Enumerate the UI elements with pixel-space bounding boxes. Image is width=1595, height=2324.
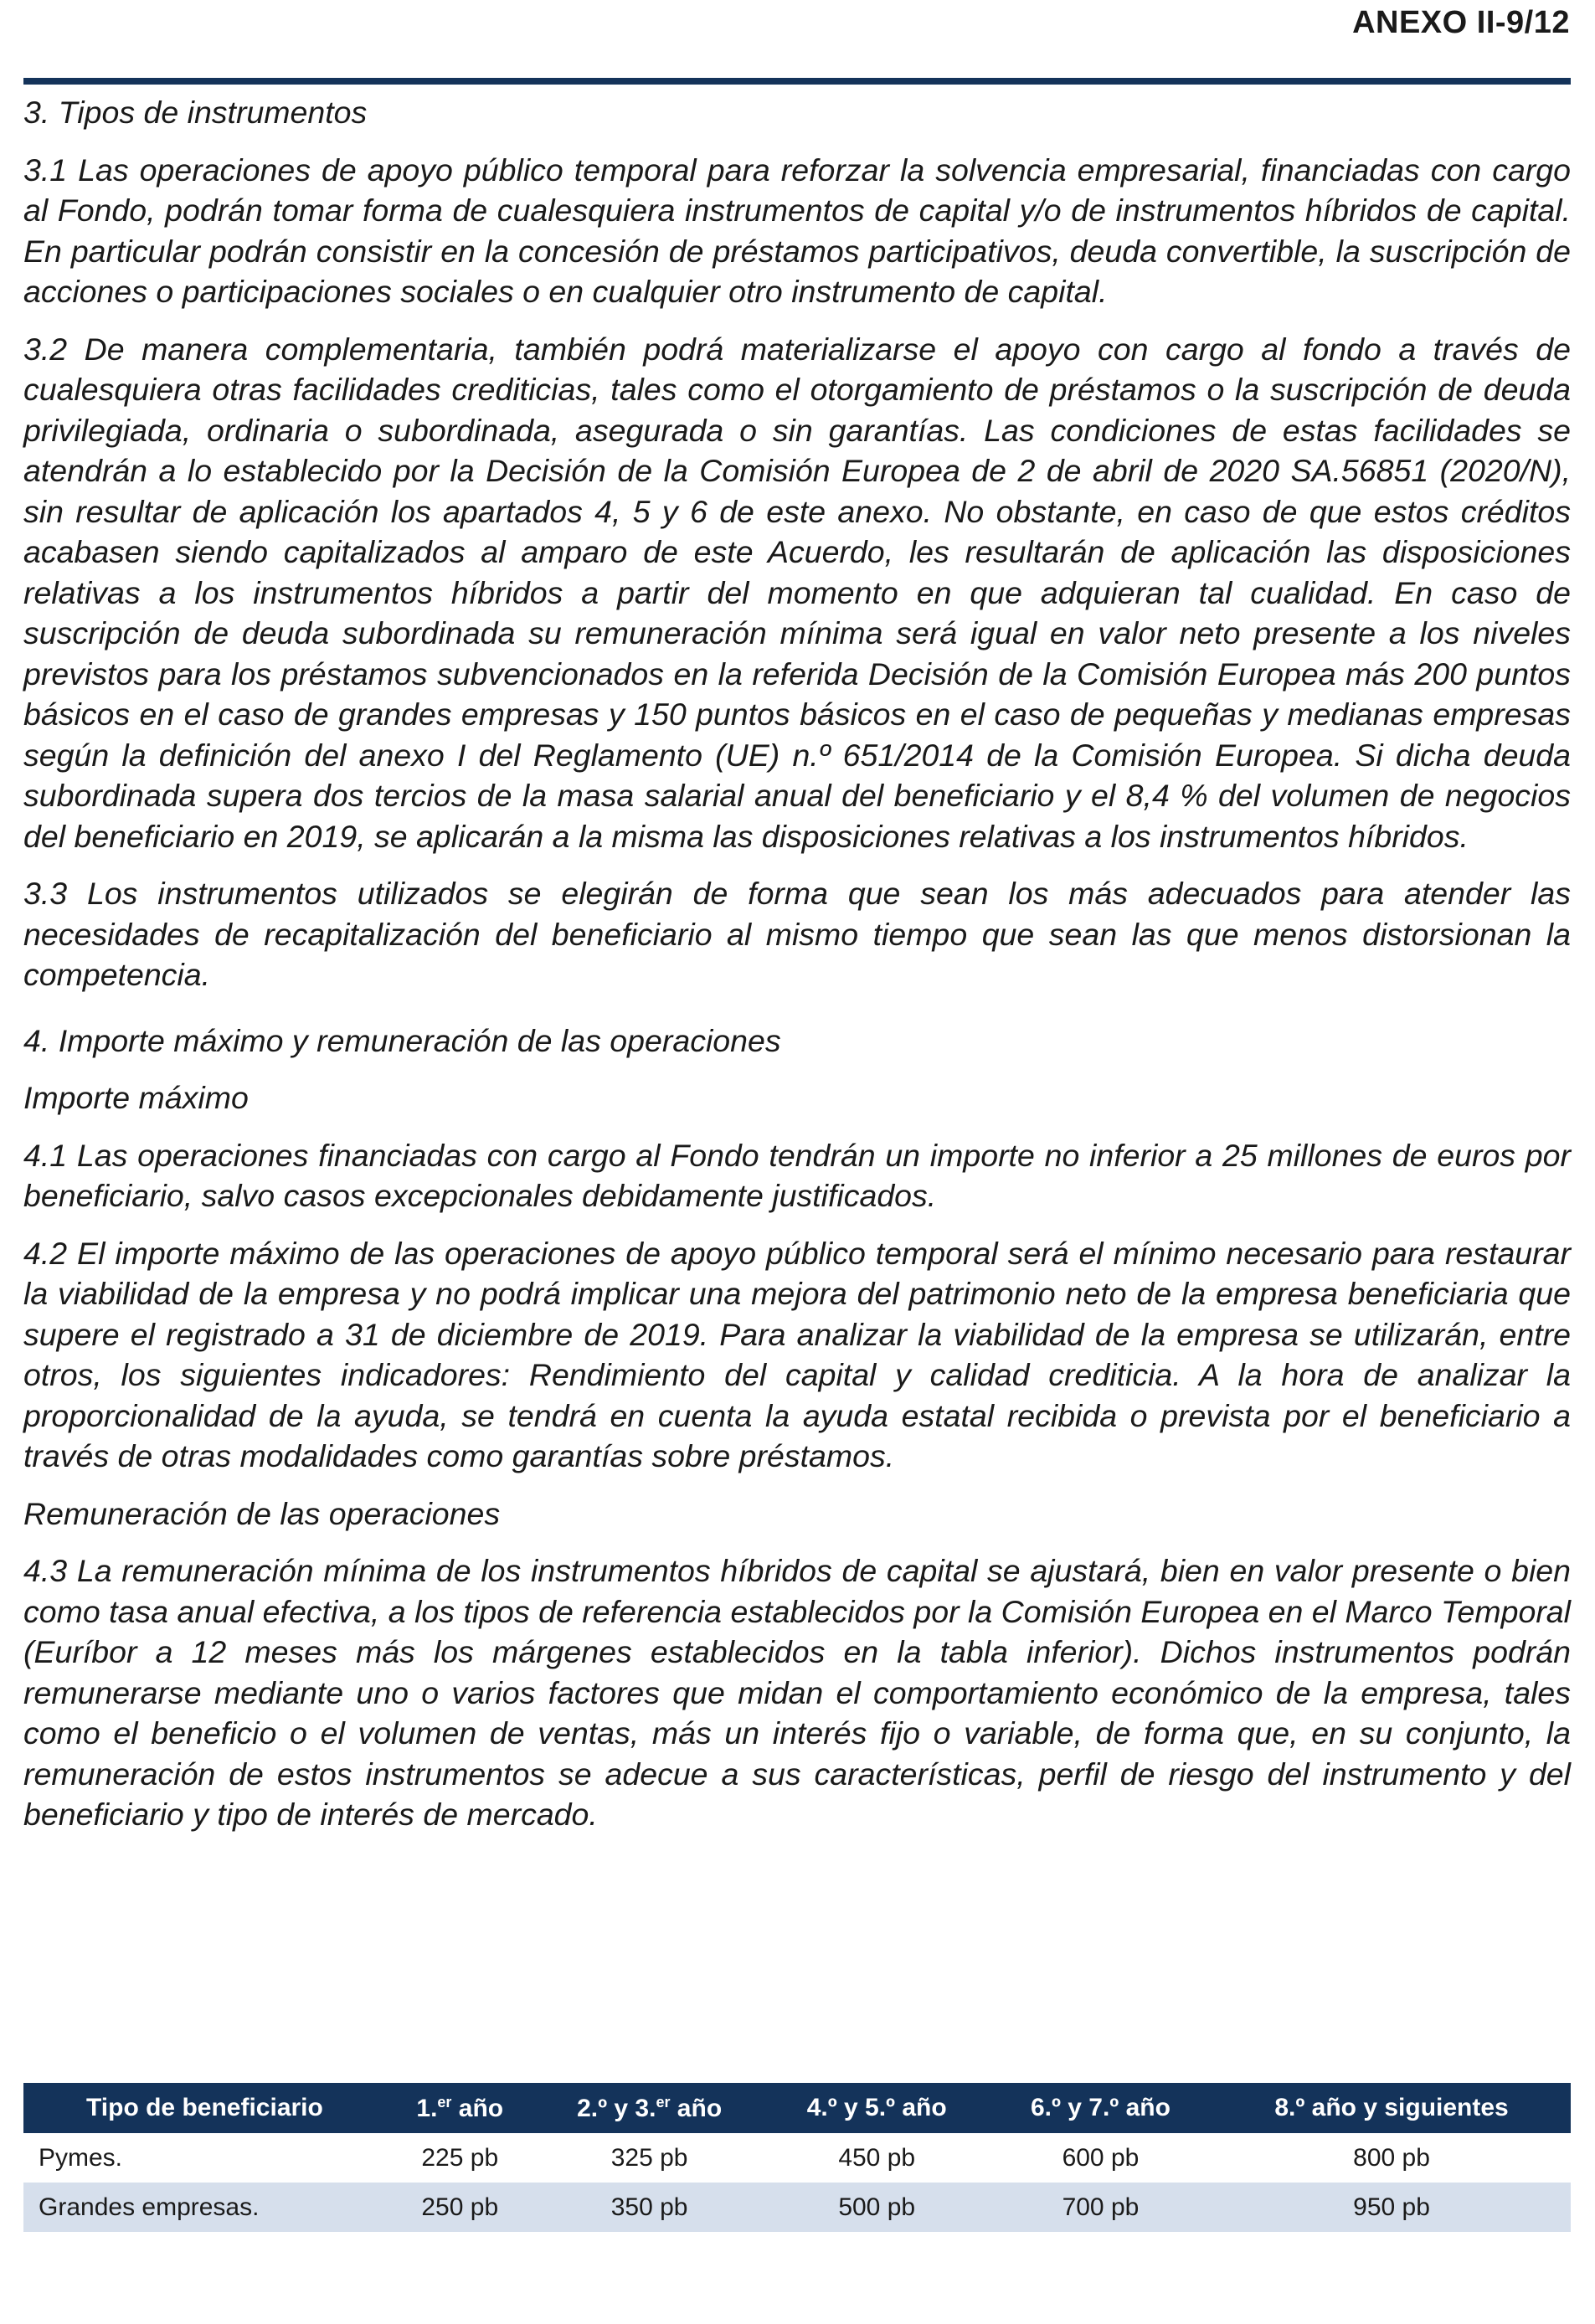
header-years-2-3-rest: año [670,2094,723,2122]
document-body [23,92,1571,1852]
cell-year-1: 225 pb [421,2143,499,2172]
rates-table [23,2083,1571,2232]
header-year-1 [386,2083,534,2133]
paragraph-3-1: 3.1 Las operaciones de apoyo público temporal para reforzar la solvencia empresarial, financiadas con cargo al Fondo, podrán tomar forma de cualesquiera instrumentos de capital y/o de instrumentos híbridos de capital. En particular podrán consistir en la concesión de préstamos participativos, deuda convertible, la suscripción de acciones o participaciones sociales o en cualquier otro instrumento de capital. [23,152,1571,309]
cell-years-6-7: 600 pb [1062,2143,1140,2172]
header-year-1-num: 1. [416,2094,438,2122]
header-divider [23,78,1571,85]
header-years-4-5: 4.º y 5.º año [765,2083,989,2133]
section-4-heading: 4. Importe máximo y remuneración de las operaciones [23,1022,781,1058]
cell-type: Grandes empresas. [23,2183,386,2232]
subheading-remuneracion: Remuneración de las operaciones [23,1495,501,1531]
page-label: ANEXO II-9/12 [1352,5,1570,40]
table-row-pymes [23,2133,1571,2183]
paragraph-4-1: 4.1 Las operaciones financiadas con cargo al Fondo tendrán un importe no inferior a 25 millones de euros por beneficiario, salvo casos excepcionales debidamente justificados. [23,1137,1571,1213]
cell-years-2-3: 325 pb [610,2143,688,2172]
header-year-1-rest: año [451,2094,504,2122]
header-years-2-3 [534,2083,765,2133]
cell-years-6-7: 700 pb [989,2183,1212,2232]
cell-type: Pymes. [39,2143,123,2172]
table-row-grandes-empresas [23,2183,1571,2232]
paragraph-4-2: 4.2 El importe máximo de las operaciones de apoyo público temporal será el mínimo necesario para restaurar la viabilidad de la empresa y no podrá implicar una mejora del patrimonio neto de la empresa beneficiaria que supere el registrado a 31 de diciembre de 2019. Para analizar la viabilidad de la empresa se utilizarán, entre otros, los siguientes indicadores: Rendimiento del capital y calidad crediticia. A la hora de analizar la proporcionalidad de la ayuda, se tendrá en cuenta la ayuda estatal recibida o prevista por el beneficiario a través de otras modalidades como garantías sobre préstamos. [23,1235,1571,1473]
paragraph-3-2: 3.2 De manera complementaria, también podrá materializarse el apoyo con cargo al fondo a través de cualesquiera otras facilidades crediticias, tales como el otorgamiento de préstamos o la suscripción de deuda privilegiada, ordinaria o subordinada, asegurada o sin garantías. Las condiciones de estas facilidades se atendrán a lo establecido por la Decisión de la Comisión Europea de 2 de abril de 2020 SA.56851 (2020/N), sin resultar de aplicación los apartados 4, 5 y 6 de este anexo. No obstante, en caso de que estos créditos acabasen siendo capitalizados al amparo de este Acuerdo, les resultarán de aplicación las disposiciones relativas a los instrumentos híbridos a partir del momento en que adquieran tal cualidad. En caso de suscripción de deuda subordinada su remuneración mínima será igual en valor neto presente a los niveles previstos para los préstamos subvencionados en la referida Decisión de la Comisión Europea más 200 puntos básicos en el caso de grandes empresas y 150 puntos básicos en el caso de pequeñas y medianas empresas según la definición del anexo I del Reglamento (UE) n.º 651/2014 de la Comisión Europea. Si dicha deuda subordinada supera dos tercios de la masa salarial anual del beneficiario y el 8,4 % del volumen de negocios del beneficiario en 2019, se aplicarán a la misma las disposiciones relativas a los instrumentos híbridos. [23,331,1571,854]
section-3-heading: 3. Tipos de instrumentos [23,95,368,130]
cell-years-2-3: 350 pb [534,2183,765,2232]
cell-year-1: 250 pb [386,2183,534,2232]
header-years-6-7: 6.º y 7.º año [989,2083,1212,2133]
cell-years-4-5: 500 pb [765,2183,989,2232]
paragraph-4-3: 4.3 La remuneración mínima de los instrumentos híbridos de capital se ajustará, bien en valor presente o bien como tasa anual efectiva, a los tipos de referencia establecidos por la Comisión Europea en el Marco Temporal (Euríbor a 12 meses más los márgenes establecidos en la tabla inferior). Dichos instrumentos podrán remunerarse mediante uno o varios factores que midan el comportamiento económico de la empresa, tales como el beneficio o el volumen de ventas, más un interés fijo o variable, de forma que, en su conjunto, la remuneración de estos instrumentos se adecue a sus características, perfil de riesgo del instrumento y del beneficiario y tipo de interés de mercado. [23,1553,1571,1832]
cell-years-8-plus: 950 pb [1212,2183,1571,2232]
cell-years-4-5: 450 pb [838,2143,916,2172]
rates-table-header-row [23,2083,1571,2133]
header-years-2-3-num: 2.º y 3. [577,2094,656,2122]
header-tipo-beneficiario: Tipo de beneficiario [23,2083,386,2133]
subheading-importe-maximo: Importe máximo [23,1080,249,1115]
header-year-1-sup: er [437,2093,452,2111]
paragraph-3-3: 3.3 Los instrumentos utilizados se elegirán de forma que sean los más adecuados para atender las necesidades de recapitalización del beneficiario al mismo tiempo que sean las que menos distorsionan la competencia. [23,876,1571,992]
cell-years-8-plus: 800 pb [1353,2143,1430,2172]
header-years-2-3-sup: er [656,2093,671,2111]
header-years-8-plus: 8.º año y siguientes [1212,2083,1571,2133]
